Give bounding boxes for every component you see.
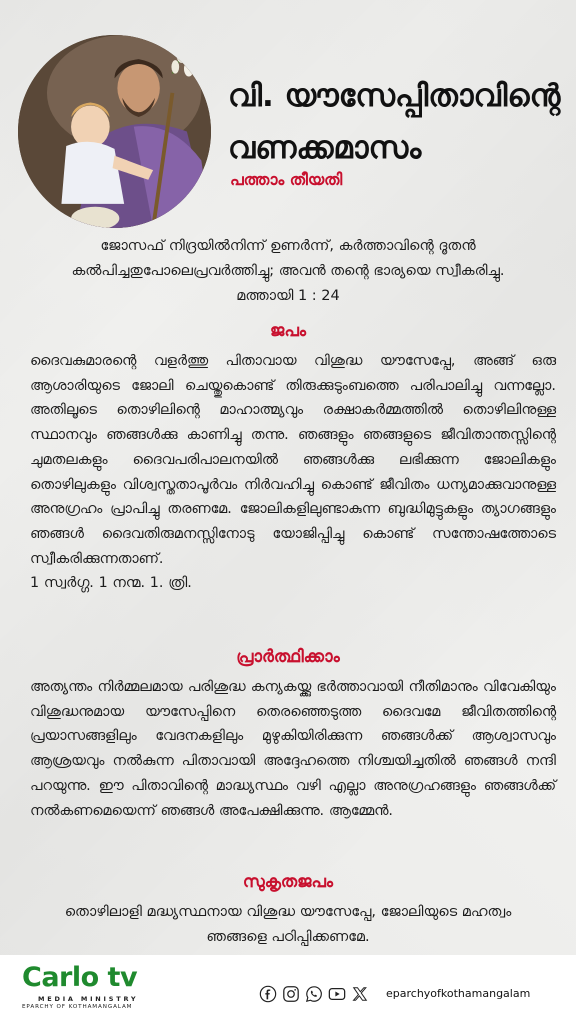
whatsapp-icon[interactable] bbox=[305, 985, 323, 1003]
prayer-closing: 1 സ്വർഗ്ഗ. 1 നന്മ. 1. ത്രി. bbox=[30, 575, 192, 592]
saint-joseph-portrait bbox=[18, 35, 211, 228]
youtube-icon[interactable] bbox=[328, 985, 346, 1003]
prayer-text bbox=[30, 349, 556, 596]
facebook-icon[interactable] bbox=[259, 985, 277, 1003]
social-handle[interactable]: eparchyofkothamangalam bbox=[386, 987, 531, 1000]
carlo-tv-logo[interactable]: Carlo tv bbox=[22, 962, 138, 993]
quote-line-2: കൽപിച്ചതുപോലെപ്രവർത്തിച്ചു; അവൻ തന്റെ ഭാര്യയെ സ്വീകരിച്ചു. bbox=[71, 263, 505, 279]
ejaculation-heading: സുകൃതജപം bbox=[242, 872, 334, 892]
petition-heading: പ്രാർത്ഥിക്കാം bbox=[236, 647, 340, 667]
prayer-body: ദൈവകുമാരന്റെ വളർത്തു പിതാവായ വിശുദ്ധ യൗസേപ്പേ, അങ്ങ് ഒരു ആശാരിയുടെ ജോലി ചെയ്തുകൊണ്ട് തിരുക്കുടുംബത്തെ പരിപാലിച്ചു വന്നല്ലോ. അതിലൂടെ തൊഴിലിന്റെ മാഹാത്മ്യവും രക്ഷാകർമ്മത്തിൽ തൊഴിലിനുള്ള സ്ഥാനവും ഞങ്ങൾക്കു കാണിച്ചു തന്നു. ഞങ്ങളും ഞങ്ങളുടെ ജീവിതാന്തസ്സിന്റെ ചുമതലകളും ദൈവപരിപാലനയിൽ ഞങ്ങൾക്കു ലഭിക്കുന്ന ജോലികളും തൊഴിലുകളും വിശ്വസ്തതാപൂർവം നിർവഹിച്ചു കൊണ്ട് ജീവിതം ധന്യമാക്കുവാനുള്ള അനുഗ്രഹം പ്രാപിച്ചു തരണമേ. ജോലികളിലുണ്ടാകുന്ന ബുദ്ധിമുട്ടുകളും ത്യാഗങ്ങളും ഞങ്ങൾ ദൈവതിരുമനസ്സിനോടു യോജിപ്പിച്ചു കൊണ്ട് സന്തോഷത്തോടെ സ്വീകരിക്കുന്നതാണ്. bbox=[30, 353, 556, 567]
instagram-icon[interactable] bbox=[282, 985, 300, 1003]
title-line-1: വി. യൗസേപ്പിതാവിന്റെ bbox=[228, 78, 561, 114]
x-icon[interactable] bbox=[351, 985, 369, 1003]
prayer-heading: ജപം bbox=[270, 321, 306, 341]
logo-tagline: MEDIA MINISTRY bbox=[38, 995, 139, 1003]
social-icons bbox=[259, 984, 369, 1004]
ejaculation-text bbox=[20, 900, 556, 950]
quote-line-1: ജോസഫ് നിദ്രയിൽനിന്ന് ഉണർന്ന്, കർത്താവിന്റെ ദൂതൻ bbox=[100, 238, 476, 254]
petition-text: അത്യന്തം നിർമ്മലമായ പരിശുദ്ധ കന്യകയ്ക്കു ഭർത്താവായി നീതിമാനും വിവേകിയും വിശുദ്ധനുമായ യൗസേപ്പിനെ തെരഞ്ഞെടുത്ത ദൈവമേ ജീവിതത്തിന്റെ പ്രയാസങ്ങളിലും വേദനകളിലും മുഴുകിയിരിക്കുന്ന ഞങ്ങൾക്ക് ആശ്വാസവും ആശ്രയവും നൽകുന്ന പിതാവായി അദ്ദേഹത്തെ നിശ്ചയിച്ചതിൽ ഞങ്ങൾ നന്ദി പറയുന്നു. ഈ പിതാവിന്റെ മാദ്ധ്യസ്ഥം വഴി എല്ലാ അനുഗ്രഹങ്ങളും ഞങ്ങൾക്ക് നൽകണമെയെന്ന് ഞങ്ങൾ അപേക്ഷിക്കുന്നു. ആമ്മേൻ. bbox=[30, 679, 556, 819]
ejaculation-line-2: ഞങ്ങളെ പഠിപ്പിക്കണമേ. bbox=[206, 929, 370, 945]
quote-reference: മത്തായി 1 : 24 bbox=[236, 288, 340, 304]
day-subtitle: പത്താം തീയതി bbox=[230, 170, 343, 189]
ejaculation-line-1: തൊഴിലാളി മദ്ധ്യസ്ഥനായ വിശുദ്ധ യൗസേപ്പേ, ജോലിയുടെ മഹത്വം bbox=[64, 904, 512, 920]
logo-eparchy: EPARCHY OF KOTHAMANGALAM bbox=[22, 1004, 133, 1010]
page-title bbox=[228, 70, 568, 174]
title-line-2: വണക്കമാസം bbox=[228, 130, 422, 166]
scripture-quote bbox=[20, 234, 556, 309]
